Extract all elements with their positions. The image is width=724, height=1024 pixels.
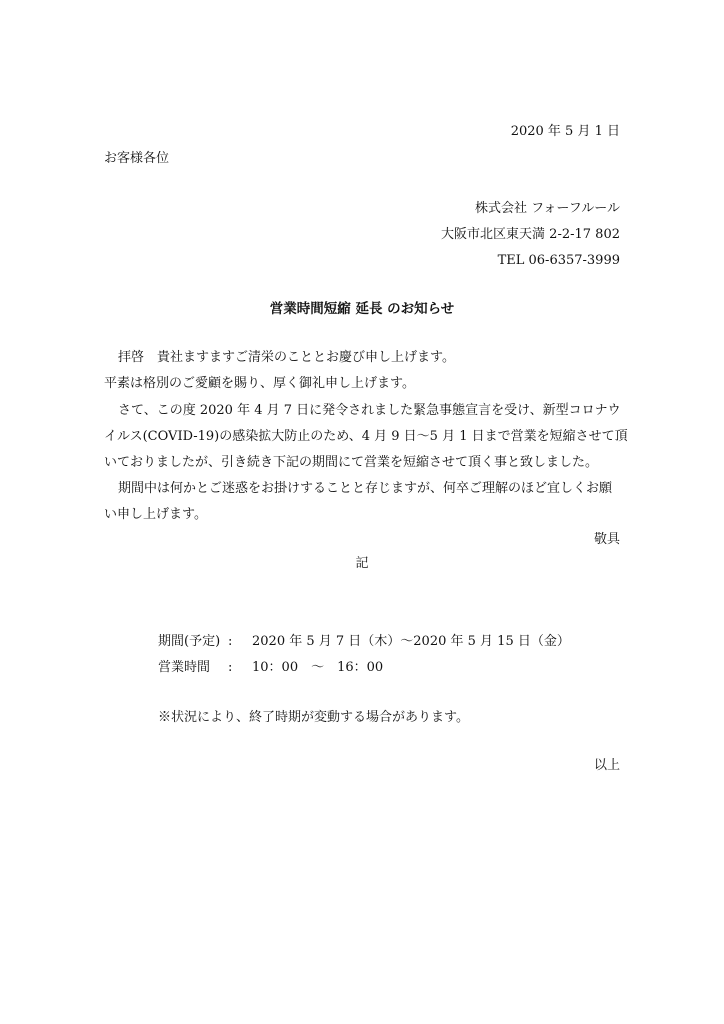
end-ijou: 以上 — [593, 758, 620, 773]
hours-colon: : — [228, 660, 233, 675]
closing-keigu: 敬具 — [593, 532, 620, 547]
hours-label: 営業時間 — [158, 660, 211, 675]
status-note: ※状況により、終了時期が変動する場合があります。 — [158, 710, 469, 725]
recipient-line: お客様各位 — [104, 151, 170, 166]
body-line-apology-1: 期間中は何かとご迷惑をお掛けすることと存じますが、何卒ご理解のほど宜しくお願 — [118, 481, 613, 496]
period-colon: : — [228, 634, 233, 649]
document-title: 営業時間短縮 延長 のお知らせ — [269, 301, 455, 317]
sender-company: 株式会社 フォーフルール — [474, 201, 620, 216]
body-line-apology-2: い申し上げます。 — [104, 507, 207, 522]
document-date: 2020 年 5 月 1 日 — [510, 124, 620, 139]
ki-heading: 記 — [355, 556, 369, 571]
body-line-thanks: 平素は格別のご愛顧を賜り、厚く御礼申し上げます。 — [104, 376, 415, 391]
body-line-main-3: いておりましたが、引き続き下記の期間にて営業を短縮させて頂く事と致しました。 — [104, 455, 599, 470]
body-line-main-2: イルス(COVID-19)の感染拡大防止のため、4 月 9 日～5 月 1 日まで営業を短縮させて頂 — [104, 429, 628, 444]
sender-tel: TEL 06-6357-3999 — [497, 253, 620, 268]
sender-address: 大阪市北区東天満 2-2-17 802 — [441, 227, 620, 242]
body-line-greeting: 拝啓 貴社ますますご清栄のこととお慶び申し上げます。 — [118, 350, 455, 365]
period-label: 期間(予定) — [158, 634, 221, 649]
hours-value: 10：00 ～ 16：00 — [252, 660, 384, 675]
period-value: 2020 年 5 月 7 日（木）～2020 年 5 月 15 日（金） — [252, 634, 570, 649]
body-line-main-1: さて、この度 2020 年 4 月 7 日に発令されました緊急事態宣言を受け、新型コロナウ — [118, 403, 621, 418]
